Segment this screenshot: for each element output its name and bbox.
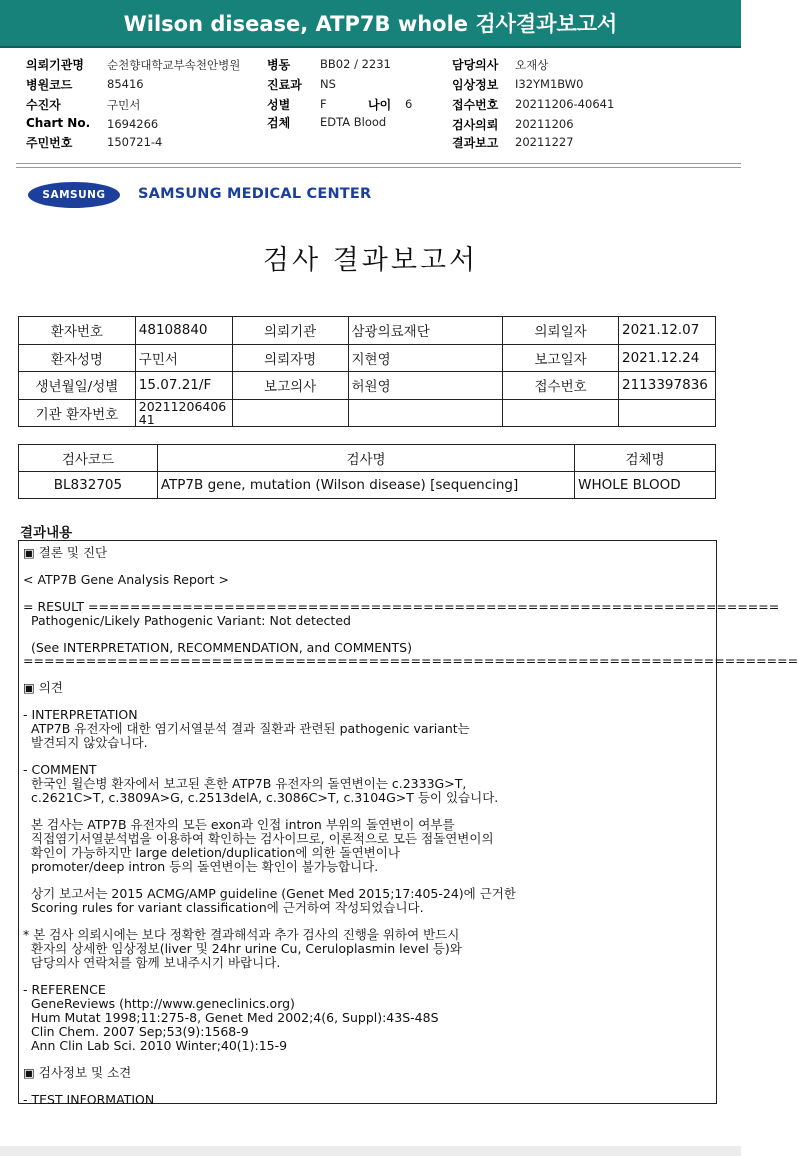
empty-cell xyxy=(232,399,348,427)
hospital-code-label: 병원코드 xyxy=(26,78,73,92)
results-heading: 결과내용 xyxy=(20,525,73,541)
request-meta xyxy=(0,52,741,160)
test-information-heading: - TEST INFORMATION xyxy=(23,1092,155,1107)
document-title: 검사 결과보고서 xyxy=(262,245,479,276)
comment-text: c.2621C>T, c.3809A>G, c.2513delA, c.3086C>T, c.3104G>T 등이 있습니다. xyxy=(31,790,499,805)
receipt-no-label: 접수번호 xyxy=(452,98,499,112)
patient-name-value: 구민서 xyxy=(135,344,232,372)
hospital-code-value: 85416 xyxy=(107,77,144,91)
comment-text: Scoring rules for variant classification에 근거하여 작성되었습니다. xyxy=(31,900,424,915)
age-value: 6 xyxy=(405,97,413,111)
institution-patient-no-value: 20211206406 41 xyxy=(135,399,232,427)
interpretation-heading: - INTERPRETATION xyxy=(23,707,138,722)
report-date-label: 결과보고 xyxy=(452,136,499,150)
result-banner: = RESULT ================================================================== xyxy=(23,599,780,614)
note-text: 환자의 상세한 임상정보(liver 및 24hr urine Cu, Ceruloplasmin level 등)와 xyxy=(31,941,462,956)
request-date-label: 검사의뢰 xyxy=(452,118,499,132)
receipt-no-label: 접수번호 xyxy=(503,372,619,400)
divider-bottom xyxy=(16,167,741,168)
section-heading: ▣ 의견 xyxy=(23,680,63,695)
section-heading: ▣ 결론 및 진단 xyxy=(23,545,108,560)
sex-label: 성별 xyxy=(267,98,291,112)
ward-label: 병동 xyxy=(267,58,291,72)
note-text: 담당의사 연락처를 함께 보내주시기 바랍니다. xyxy=(31,955,281,970)
requester-org-value: 삼광의료재단 xyxy=(348,317,503,345)
comment-text: 상기 보고서는 2015 ACMG/AMP guideline (Genet Med 2015;17:405-24)에 근거한 xyxy=(31,886,516,901)
patient-label: 수진자 xyxy=(26,98,61,112)
reference-heading: - REFERENCE xyxy=(23,982,106,997)
result-text: (See INTERPRETATION, RECOMMENDATION, and COMMENTS) xyxy=(31,640,412,655)
samsung-logo-mark: SAMSUNG xyxy=(28,182,120,208)
dept-value: NS xyxy=(320,77,336,91)
sex-value: F xyxy=(320,97,327,111)
rrn-label: 주민번호 xyxy=(26,136,73,150)
chart-no-value: 1694266 xyxy=(107,117,159,131)
result-text: Pathogenic/Likely Pathogenic Variant: Not detected xyxy=(31,613,351,628)
table-row xyxy=(19,472,716,499)
comment-text: 확인이 가능하지만 large deletion/duplication에 의한 돌연변이나 xyxy=(31,845,400,860)
reference-item: Clin Chem. 2007 Sep;53(9):1568-9 xyxy=(31,1024,249,1039)
physician-label: 담당의사 xyxy=(452,58,499,72)
report-title: Wilson disease, ATP7B whole 검사결과보고서 xyxy=(123,12,618,36)
receipt-no-value: 2113397836 xyxy=(618,372,715,400)
clinical-info-label: 임상정보 xyxy=(452,78,499,92)
ward-value: BB02 / 2231 xyxy=(320,57,391,71)
reference-item: Ann Clin Lab Sci. 2010 Winter;40(1):15-9 xyxy=(31,1038,288,1053)
interpretation-text: ATP7B 유전자에 대한 염기서열분석 결과 질환과 관련된 pathogenic variant는 xyxy=(31,721,470,736)
comment-heading: - COMMENT xyxy=(23,762,97,777)
table-row xyxy=(19,399,716,427)
reporting-doctor-value: 허원영 xyxy=(348,372,503,400)
dept-label: 진료과 xyxy=(267,78,302,92)
clinical-info-value: I32YM1BW0 xyxy=(515,77,584,91)
patient-info-table xyxy=(18,316,716,427)
test-name-header: 검사명 xyxy=(157,445,574,472)
empty-cell xyxy=(348,399,503,427)
request-date-label: 의뢰일자 xyxy=(503,317,619,345)
chart-no-label: Chart No. xyxy=(26,116,91,130)
patient-name-label: 환자성명 xyxy=(19,344,136,372)
specimen-label: 검체 xyxy=(267,116,291,130)
age-label: 나이 xyxy=(368,98,392,112)
specimen-value: WHOLE BLOOD xyxy=(575,472,716,499)
test-code-table xyxy=(18,444,716,499)
institution-value: 순천향대학교부속천안병원 xyxy=(107,58,241,72)
comment-text: promoter/deep intron 등의 돌연변이는 확인이 불가능합니다. xyxy=(31,859,379,874)
report-date-label: 보고일자 xyxy=(503,344,619,372)
table-header-row xyxy=(19,445,716,472)
institution-patient-no-label: 기관 환자번호 xyxy=(19,399,136,427)
specimen-header: 검체명 xyxy=(575,445,716,472)
table-row xyxy=(19,344,716,372)
request-date-value: 2021.12.07 xyxy=(618,317,715,345)
page-bottom-strip xyxy=(0,1146,741,1156)
report-title-bar xyxy=(0,0,741,48)
patient-no-value: 48108840 xyxy=(135,317,232,345)
reporting-doctor-label: 보고의사 xyxy=(232,372,348,400)
test-code-value: BL832705 xyxy=(19,472,158,499)
requester-org-label: 의뢰기관 xyxy=(232,317,348,345)
dob-sex-label: 생년월일/성별 xyxy=(19,372,136,400)
result-rule: ========================================================================== xyxy=(23,653,798,668)
report-date-value: 2021.12.24 xyxy=(618,344,715,372)
logo-text: SAMSUNG MEDICAL CENTER xyxy=(138,186,372,202)
comment-text: 한국인 윌슨병 환자에서 보고된 흔한 ATP7B 유전자의 돌연변이는 c.2333G>T, xyxy=(31,776,467,791)
dob-sex-value: 15.07.21/F xyxy=(135,372,232,400)
table-row xyxy=(19,317,716,345)
requester-name-value: 지현영 xyxy=(348,344,503,372)
reference-item: Hum Mutat 1998;11:275-8, Genet Med 2002;4(6, Suppl):43S-48S xyxy=(31,1010,439,1025)
empty-cell xyxy=(618,399,715,427)
request-date-value: 20211206 xyxy=(515,117,574,131)
section-heading: ▣ 검사정보 및 소견 xyxy=(23,1065,132,1080)
samsung-medical-center-logo xyxy=(28,182,372,210)
test-name-value: ATP7B gene, mutation (Wilson disease) [sequencing] xyxy=(157,472,574,499)
interpretation-text: 발견되지 않았습니다. xyxy=(31,735,148,750)
comment-text: 직접염기서열분석법을 이용하여 확인하는 검사이므로, 이론적으로 모든 점돌연변이의 xyxy=(31,831,494,846)
receipt-no-value: 20211206-40641 xyxy=(515,97,615,111)
table-row xyxy=(19,372,716,400)
physician-value: 오재상 xyxy=(515,58,549,72)
institution-label: 의뢰기관명 xyxy=(26,58,84,72)
comment-text: 본 검사는 ATP7B 유전자의 모든 exon과 인접 intron 부위의 돌연변이 여부를 xyxy=(31,817,455,832)
patient-value: 구민서 xyxy=(107,98,141,112)
reference-item: GeneReviews (http://www.geneclinics.org) xyxy=(31,996,295,1011)
requester-name-label: 의뢰자명 xyxy=(232,344,348,372)
rrn-value: 150721-4 xyxy=(107,135,163,149)
results-content xyxy=(18,540,798,1107)
report-date-value: 20211227 xyxy=(515,135,574,149)
test-code-header: 검사코드 xyxy=(19,445,158,472)
empty-cell xyxy=(503,399,619,427)
specimen-value: EDTA Blood xyxy=(320,115,387,129)
note-text: * 본 검사 의뢰시에는 보다 정확한 결과해석과 추가 검사의 진행을 위하여 반드시 xyxy=(23,927,460,942)
report-subtitle: < ATP7B Gene Analysis Report > xyxy=(23,572,230,587)
divider-top xyxy=(16,163,741,164)
patient-no-label: 환자번호 xyxy=(19,317,136,345)
